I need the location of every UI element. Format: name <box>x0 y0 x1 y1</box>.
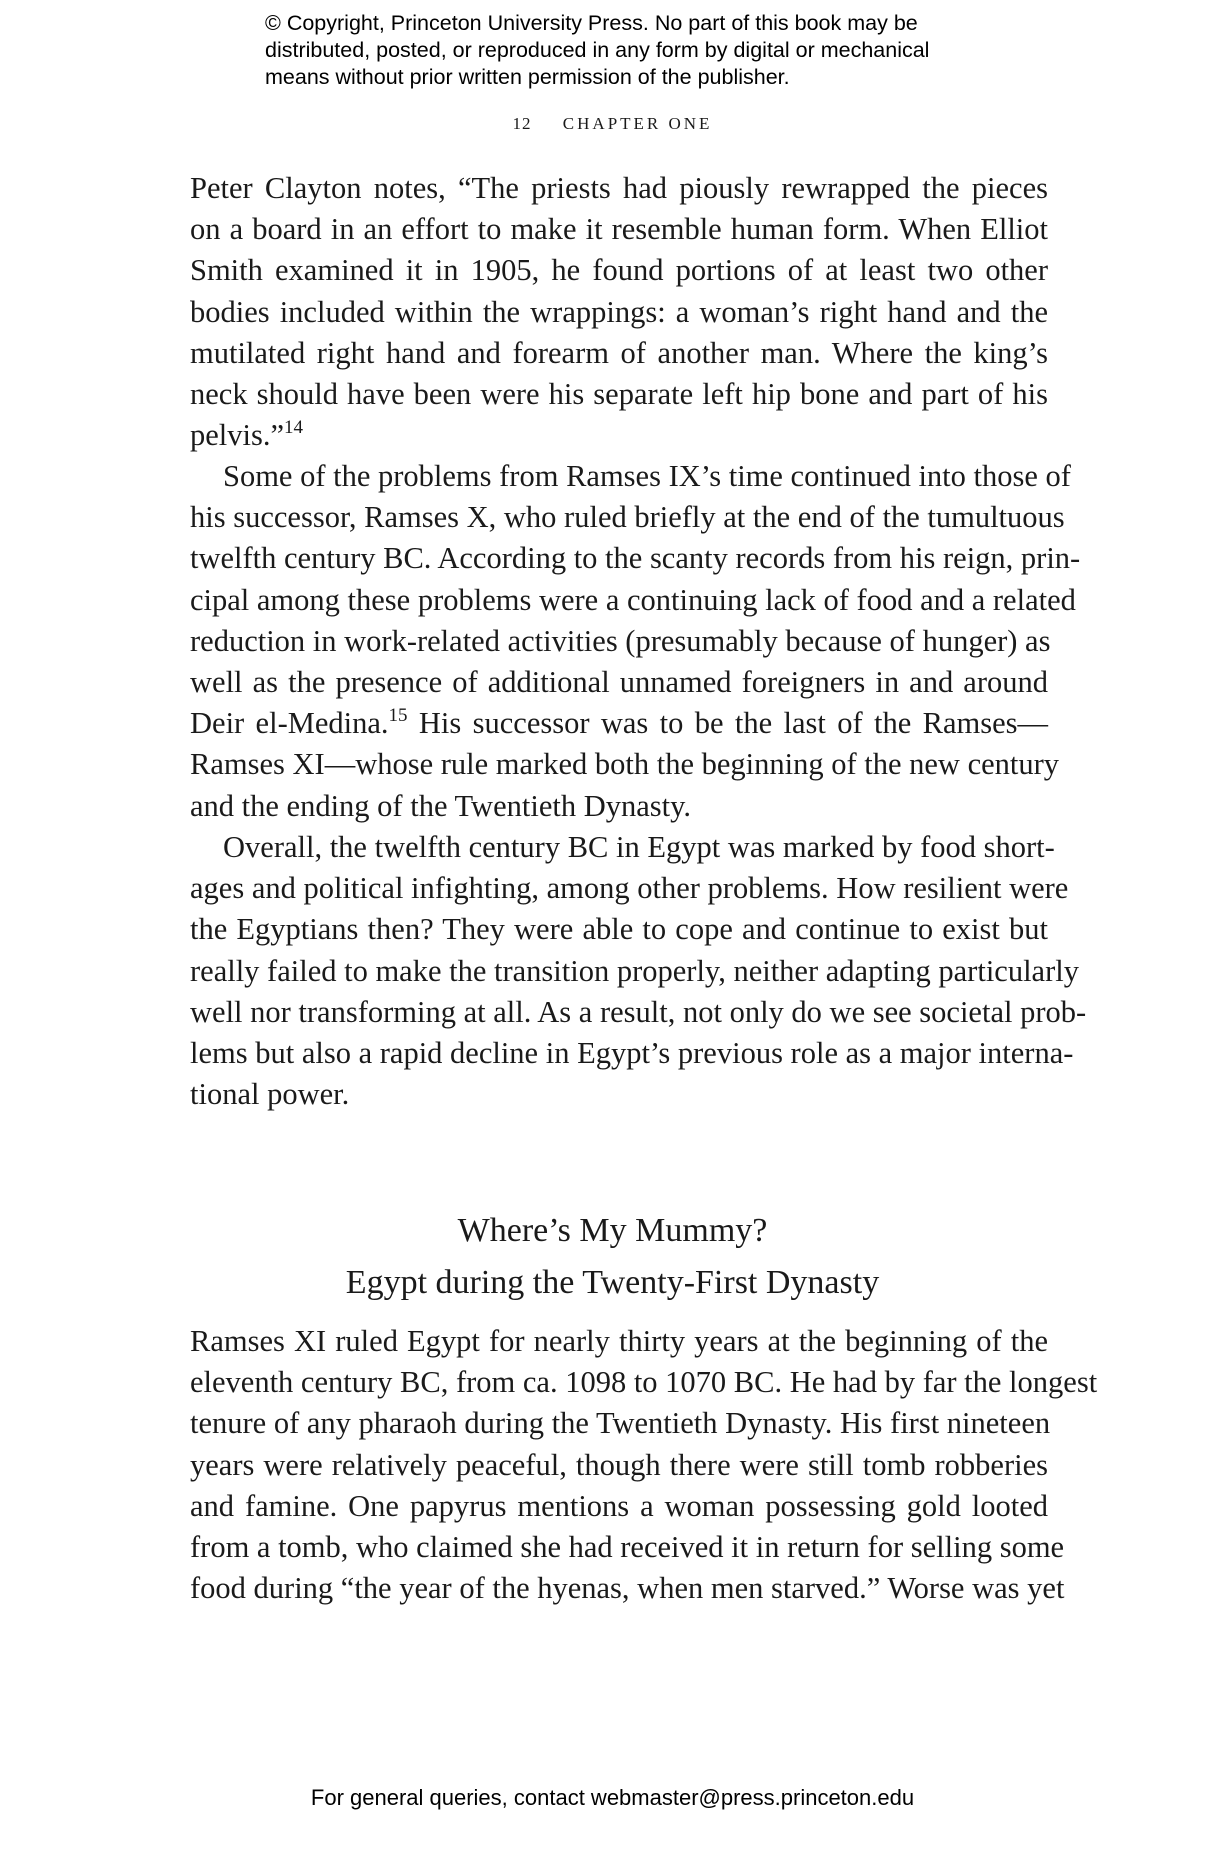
text-line: twelfth century BC. According to the scanty records from his reign, prin- <box>190 541 1081 576</box>
text-line: neck should have been were his separate left hip bone and part of his <box>190 376 1048 411</box>
text-line: on a board in an effort to make it resemble human form. When Elliot <box>190 212 1048 247</box>
text-fragment: pelvis.” <box>190 418 285 453</box>
page-number: 12 <box>512 114 532 133</box>
text-line: cipal among these problems were a continuing lack of food and a related <box>190 582 1076 617</box>
text-line: tional power. <box>190 1077 350 1112</box>
text-line: lems but also a rapid decline in Egypt’s previous role as a major interna- <box>190 1035 1074 1070</box>
text-line: Peter Clayton notes, “The priests had piously rewrapped the pieces <box>190 171 1048 205</box>
section-subtitle: Egypt during the Twenty-First Dynasty <box>345 1264 880 1301</box>
text-line <box>190 415 1048 456</box>
copyright-line: © Copyright, Princeton University Press. No part of this book may be <box>265 11 918 35</box>
text-line: tenure of any pharaoh during the Twentieth Dynasty. His first nineteen <box>190 1406 1051 1441</box>
copyright-line: distributed, posted, or reproduced in any form by digital or mechanical <box>265 38 930 62</box>
text-line: and famine. One papyrus mentions a woman possessing gold looted <box>190 1488 1048 1523</box>
copyright-line: means without prior written permission of the publisher. <box>265 65 790 89</box>
text-line: years were relatively peaceful, though there were still tomb robberies <box>190 1447 1048 1482</box>
paragraph <box>190 168 1048 456</box>
text-line: Ramses XI ruled Egypt for nearly thirty years at the beginning of the <box>190 1324 1048 1358</box>
text-line: bodies included within the wrappings: a woman’s right hand and the <box>190 294 1048 329</box>
section-heading <box>0 1205 1225 1309</box>
text-line: really failed to make the transition properly, neither adapting particularly <box>190 953 1079 988</box>
paragraph <box>190 456 1081 827</box>
running-head <box>0 114 1225 134</box>
text-line: his successor, Ramses X, who ruled briefly at the end of the tumultuous <box>190 500 1065 535</box>
footnote-marker[interactable]: 15 <box>388 705 408 727</box>
text-fragment: Deir el-Medina. <box>190 706 389 741</box>
paragraph <box>190 827 1087 1115</box>
text-line: the Egyptians then? They were able to cope and continue to exist but <box>190 912 1048 947</box>
text-line: and the ending of the Twentieth Dynasty. <box>190 788 692 823</box>
text-line: Smith examined it in 1905, he found portions of at least two other <box>190 253 1048 288</box>
text-line: Ramses XI—whose rule marked both the beginning of the new century <box>190 747 1060 782</box>
text-line: Some of the problems from Ramses IX’s time continued into those of <box>223 459 1071 493</box>
text-line: from a tomb, who claimed she had received it in return for selling some <box>190 1529 1065 1564</box>
text-line <box>190 703 1048 744</box>
text-line: food during “the year of the hyenas, when men starved.” Worse was yet <box>190 1571 1065 1606</box>
footnote-marker[interactable]: 14 <box>284 417 304 439</box>
text-line: well as the presence of additional unnamed foreigners in and around <box>190 664 1048 699</box>
copyright-notice <box>265 10 1025 91</box>
section-title: Where’s My Mummy? <box>457 1212 768 1249</box>
text-line: Overall, the twelfth century BC in Egypt was marked by food short- <box>223 830 1055 864</box>
chapter-title: CHAPTER ONE <box>562 114 713 133</box>
text-fragment: His successor was to be the last of the Ramses— <box>407 706 1049 741</box>
text-line: ages and political infighting, among other problems. How resilient were <box>190 871 1069 906</box>
text-line: eleventh century BC, from ca. 1098 to 1070 BC. He had by far the longest <box>190 1365 1098 1400</box>
footer-contact: For general queries, contact webmaster@press.princeton.edu <box>310 1785 915 1810</box>
paragraph <box>190 1321 1098 1609</box>
text-line: well nor transforming at all. As a result, not only do we see societal prob- <box>190 994 1087 1029</box>
text-line: mutilated right hand and forearm of another man. Where the king’s <box>190 335 1048 370</box>
text-line: reduction in work-related activities (presumably because of hunger) as <box>190 623 1051 658</box>
